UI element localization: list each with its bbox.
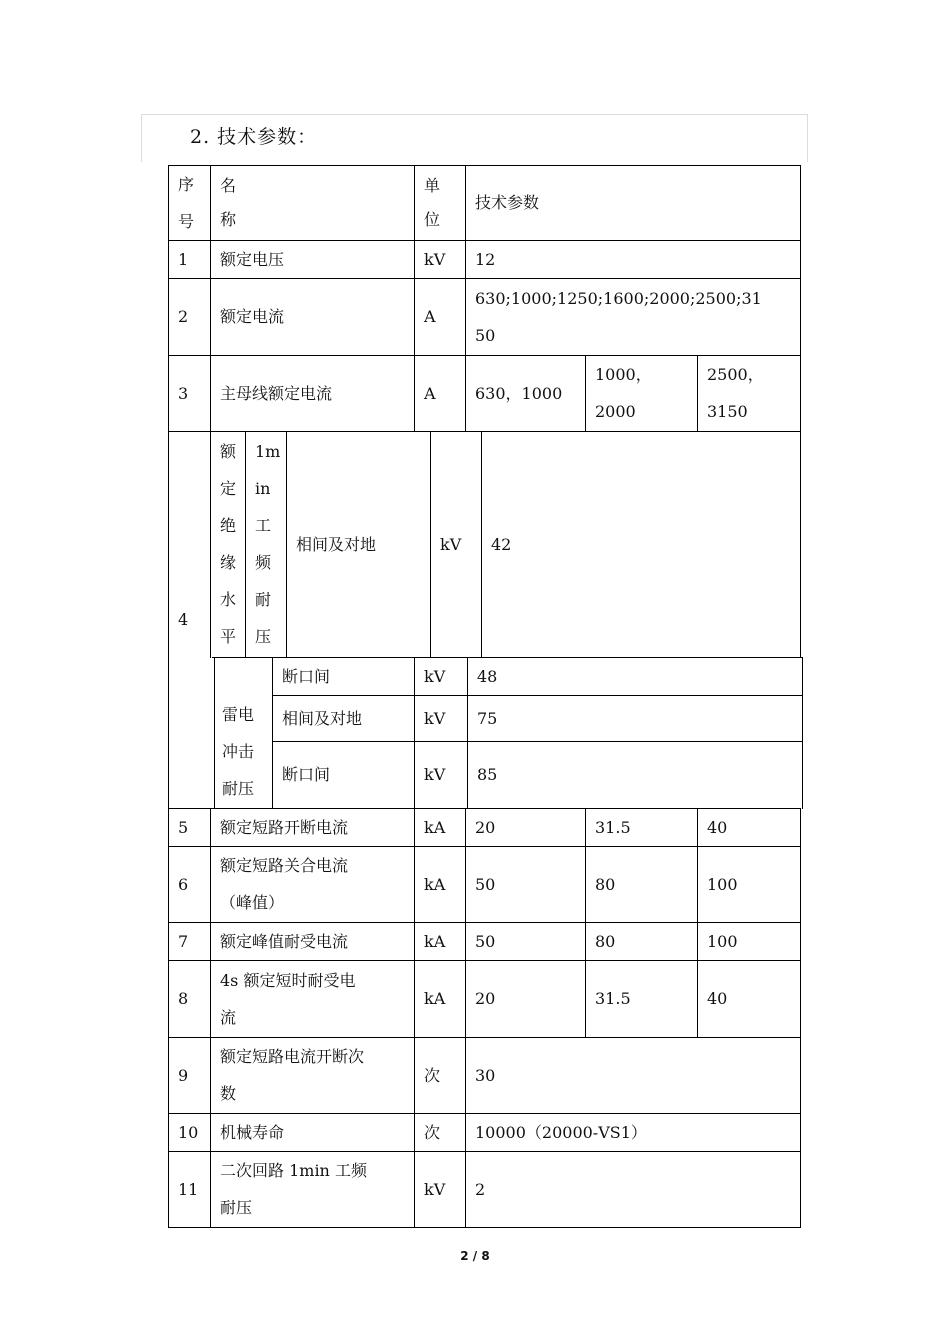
row-r3-value-3 xyxy=(699,356,764,430)
insulation-level-label xyxy=(212,433,236,655)
li-break-label-text: 断口间 xyxy=(282,765,331,784)
table-right-border xyxy=(802,657,803,809)
row-r2-unit xyxy=(416,298,436,335)
row-r7-unit xyxy=(416,923,445,960)
row-r9-value xyxy=(467,1057,495,1094)
row-r8-value-1-text: 20 xyxy=(475,989,496,1008)
row-r9-name-text: 数 xyxy=(220,1084,237,1103)
row-r3-value-2-text: 1000， xyxy=(595,365,652,384)
row-r6-name-text: 额定短路关合电流 xyxy=(220,856,349,875)
row-r6-value-2 xyxy=(587,866,615,903)
column-border xyxy=(286,431,287,658)
row-r1-unit xyxy=(416,241,445,278)
column-border xyxy=(245,431,246,658)
row-r1-value xyxy=(467,241,495,278)
power-frequency-label-text: 1m xyxy=(255,442,281,461)
row-r1-no xyxy=(170,241,188,278)
row-r9-value-text: 30 xyxy=(475,1066,496,1085)
row-r9-name-text: 额定短路电流开断次 xyxy=(220,1047,365,1066)
insulation-level-label-text: 额 xyxy=(220,442,237,461)
header-name-text: 称 xyxy=(220,210,237,229)
li-break-value xyxy=(469,756,497,793)
row-r4-no xyxy=(170,601,188,638)
row-r8-value-3 xyxy=(699,980,727,1017)
column-border xyxy=(465,165,466,432)
row-r1-unit-text: kV xyxy=(424,250,446,269)
row-r8-value-3-text: 40 xyxy=(707,989,728,1008)
row-r5-value-2 xyxy=(587,809,631,846)
row-r3-value-2-text: 2000 xyxy=(595,402,636,421)
row-r3-value-2 xyxy=(587,356,652,430)
row-r2-name-text: 额定电流 xyxy=(220,307,285,326)
row-r3-unit-text: A xyxy=(424,384,436,403)
row-r8-name xyxy=(212,962,355,1036)
row-r6-name-text: （峰值） xyxy=(220,893,285,912)
insulation-level-label-text: 缘 xyxy=(220,553,237,572)
row-r6-value-1-text: 50 xyxy=(475,875,496,894)
insulation-level-label-text: 定 xyxy=(220,479,237,498)
row-r10-no-text: 10 xyxy=(178,1123,199,1142)
row-r8-value-2 xyxy=(587,980,631,1017)
row-r7-no xyxy=(170,923,188,960)
row-r6-value-3 xyxy=(699,866,738,903)
row-r2-value-text: 630;1000;1250;1600;2000;2500;31 xyxy=(475,289,762,308)
row-r8-value-2-text: 31.5 xyxy=(595,989,631,1008)
column-border xyxy=(430,431,431,658)
pf-break-unit-text: kV xyxy=(424,667,446,686)
row-r11-value xyxy=(467,1171,485,1208)
row-border xyxy=(272,741,803,742)
column-border xyxy=(585,808,586,1038)
row-r5-name xyxy=(212,809,348,846)
row-r5-value-3-text: 40 xyxy=(707,818,728,837)
row-r7-value-2 xyxy=(587,923,615,960)
pf-break-label xyxy=(274,658,330,695)
row-r3-unit xyxy=(416,375,436,412)
row-r7-unit-text: kA xyxy=(424,932,446,951)
header-name-text: 名 xyxy=(220,176,237,195)
column-border xyxy=(414,657,415,809)
row-r6-no xyxy=(170,866,188,903)
power-frequency-label xyxy=(247,433,280,655)
row-r7-name xyxy=(212,923,348,960)
row-r2-name xyxy=(212,298,284,335)
row-r11-no-text: 11 xyxy=(178,1180,199,1199)
column-border xyxy=(481,431,482,658)
row-r10-name xyxy=(212,1114,284,1151)
li-break-label xyxy=(274,756,330,793)
row-r5-no-text: 5 xyxy=(178,818,189,837)
row-r7-value-2-text: 80 xyxy=(595,932,616,951)
pf-break-unit xyxy=(416,658,445,695)
row-r3-value-3-text: 2500， xyxy=(707,365,764,384)
row-r7-no-text: 7 xyxy=(178,932,189,951)
pf-phase-label xyxy=(288,526,376,563)
lightning-impulse-label-text: 雷电 xyxy=(222,705,255,724)
power-frequency-label-text: 频 xyxy=(255,553,272,572)
column-border xyxy=(210,165,211,432)
row-r11-name-text: 二次回路 1min 工频 xyxy=(220,1161,367,1180)
row-border xyxy=(168,1227,801,1228)
pf-break-label-text: 断口间 xyxy=(282,667,331,686)
header-param xyxy=(467,184,539,221)
column-border xyxy=(414,808,415,1228)
row-r4-no-text: 4 xyxy=(178,610,189,629)
column-border xyxy=(467,657,468,809)
power-frequency-label-text: 压 xyxy=(255,627,272,646)
row-r1-name xyxy=(212,241,284,278)
row-r6-unit xyxy=(416,866,445,903)
row-r2-no-text: 2 xyxy=(178,307,189,326)
column-border xyxy=(414,165,415,432)
row-r10-unit xyxy=(416,1114,440,1151)
li-phase-value-text: 75 xyxy=(477,709,498,728)
header-name xyxy=(212,169,236,237)
row-r8-no-text: 8 xyxy=(178,989,189,1008)
lightning-impulse-label-text: 耐压 xyxy=(222,779,255,798)
row-r9-no-text: 9 xyxy=(178,1066,189,1085)
row-r2-value-text: 50 xyxy=(475,326,496,345)
row-r10-value xyxy=(467,1114,647,1151)
table-right-border xyxy=(800,808,801,1228)
header-unit-text: 单 xyxy=(424,176,441,195)
row-r10-no xyxy=(170,1114,198,1151)
insulation-level-label-text: 水 xyxy=(220,590,237,609)
column-border xyxy=(210,431,211,658)
power-frequency-label-text: in xyxy=(255,479,271,498)
header-param-text: 技术参数 xyxy=(475,193,540,212)
row-border xyxy=(168,278,801,279)
row-r8-name-text: 4s 额定短时耐受电 xyxy=(220,971,356,990)
row-r3-name-text: 主母线额定电流 xyxy=(220,384,333,403)
insulation-level-label-text: 平 xyxy=(220,627,237,646)
table-left-border xyxy=(168,165,169,1228)
row-r3-value-1-text: 630，1000 xyxy=(475,384,563,403)
row-r5-no xyxy=(170,809,188,846)
lightning-impulse-label-text: 冲击 xyxy=(222,742,255,761)
row-r6-name xyxy=(212,847,348,921)
row-r7-value-3 xyxy=(699,923,738,960)
power-frequency-label-text: 耐 xyxy=(255,590,272,609)
row-r5-value-1-text: 20 xyxy=(475,818,496,837)
row-r8-no xyxy=(170,980,188,1017)
row-r1-no-text: 1 xyxy=(178,250,189,269)
power-frequency-label-text: 工 xyxy=(255,516,272,535)
row-r8-value-1 xyxy=(467,980,495,1017)
row-border xyxy=(168,165,801,166)
pf-phase-unit-text: kV xyxy=(440,535,462,554)
li-phase-label xyxy=(274,700,362,737)
row-border xyxy=(168,431,801,432)
row-r2-unit-text: A xyxy=(424,307,436,326)
row-r3-no-text: 3 xyxy=(178,384,189,403)
row-border xyxy=(168,960,801,961)
row-r6-no-text: 6 xyxy=(178,875,189,894)
row-r7-value-1-text: 50 xyxy=(475,932,496,951)
row-r9-name xyxy=(212,1038,364,1112)
row-r3-name xyxy=(212,375,332,412)
row-r11-name xyxy=(212,1152,367,1226)
row-r11-no xyxy=(170,1171,198,1208)
table-right-border xyxy=(800,431,801,658)
row-r6-unit-text: kA xyxy=(424,875,446,894)
row-border xyxy=(272,695,803,696)
column-border xyxy=(210,808,211,1228)
li-phase-value xyxy=(469,700,497,737)
row-r8-unit-text: kA xyxy=(424,989,446,1008)
column-border xyxy=(697,355,698,432)
row-r7-value-1 xyxy=(467,923,495,960)
row-r2-no xyxy=(170,298,188,335)
column-border xyxy=(697,808,698,1038)
header-no xyxy=(170,166,194,240)
row-r7-value-3-text: 100 xyxy=(707,932,738,951)
row-r7-name-text: 额定峰值耐受电流 xyxy=(220,932,349,951)
insulation-level-label-text: 绝 xyxy=(220,516,237,535)
pf-phase-unit xyxy=(432,526,461,563)
row-r5-unit-text: kA xyxy=(424,818,446,837)
row-r11-value-text: 2 xyxy=(475,1180,486,1199)
section-title: 2. 技术参数： xyxy=(190,126,318,148)
li-break-value-text: 85 xyxy=(477,765,498,784)
row-r3-value-3-text: 3150 xyxy=(707,402,748,421)
row-r10-unit-text: 次 xyxy=(424,1123,441,1142)
row-r1-name-text: 额定电压 xyxy=(220,250,285,269)
row-r10-name-text: 机械寿命 xyxy=(220,1123,285,1142)
column-border xyxy=(465,808,466,1228)
lightning-impulse-label xyxy=(214,696,254,807)
row-r11-unit-text: kV xyxy=(424,1180,446,1199)
row-r5-value-2-text: 31.5 xyxy=(595,818,631,837)
column-border xyxy=(272,657,273,809)
header-no-text: 号 xyxy=(178,212,195,231)
row-r5-value-3 xyxy=(699,809,727,846)
header-no-text: 序 xyxy=(178,175,195,194)
row-r5-value-1 xyxy=(467,809,495,846)
pf-break-value xyxy=(469,658,497,695)
table-right-border xyxy=(800,165,801,432)
row-r6-value-3-text: 100 xyxy=(707,875,738,894)
page-number: 2 / 8 xyxy=(460,1249,490,1263)
row-r5-name-text: 额定短路开断电流 xyxy=(220,818,349,837)
row-r11-unit xyxy=(416,1171,445,1208)
row-r6-value-1 xyxy=(467,866,495,903)
pf-phase-label-text: 相间及对地 xyxy=(296,535,377,554)
li-phase-label-text: 相间及对地 xyxy=(282,709,363,728)
header-unit-text: 位 xyxy=(424,210,441,229)
row-r10-value-text: 10000（20000-VS1） xyxy=(475,1123,647,1142)
row-r2-value xyxy=(467,280,762,354)
row-r9-no xyxy=(170,1057,188,1094)
row-r5-unit xyxy=(416,809,445,846)
column-border xyxy=(585,355,586,432)
row-r3-no xyxy=(170,375,188,412)
pf-phase-value xyxy=(483,526,511,563)
row-r1-value-text: 12 xyxy=(475,250,496,269)
row-r3-value-1 xyxy=(467,375,562,412)
li-phase-unit-text: kV xyxy=(424,709,446,728)
pf-phase-value-text: 42 xyxy=(491,535,512,554)
li-break-unit xyxy=(416,756,445,793)
row-r8-unit xyxy=(416,980,445,1017)
pf-break-value-text: 48 xyxy=(477,667,498,686)
header-unit xyxy=(416,169,440,237)
row-r11-name-text: 耐压 xyxy=(220,1198,253,1217)
li-break-unit-text: kV xyxy=(424,765,446,784)
li-phase-unit xyxy=(416,700,445,737)
row-r6-value-2-text: 80 xyxy=(595,875,616,894)
row-r8-name-text: 流 xyxy=(220,1008,237,1027)
row-r9-unit xyxy=(416,1057,440,1094)
row-r9-unit-text: 次 xyxy=(424,1066,441,1085)
